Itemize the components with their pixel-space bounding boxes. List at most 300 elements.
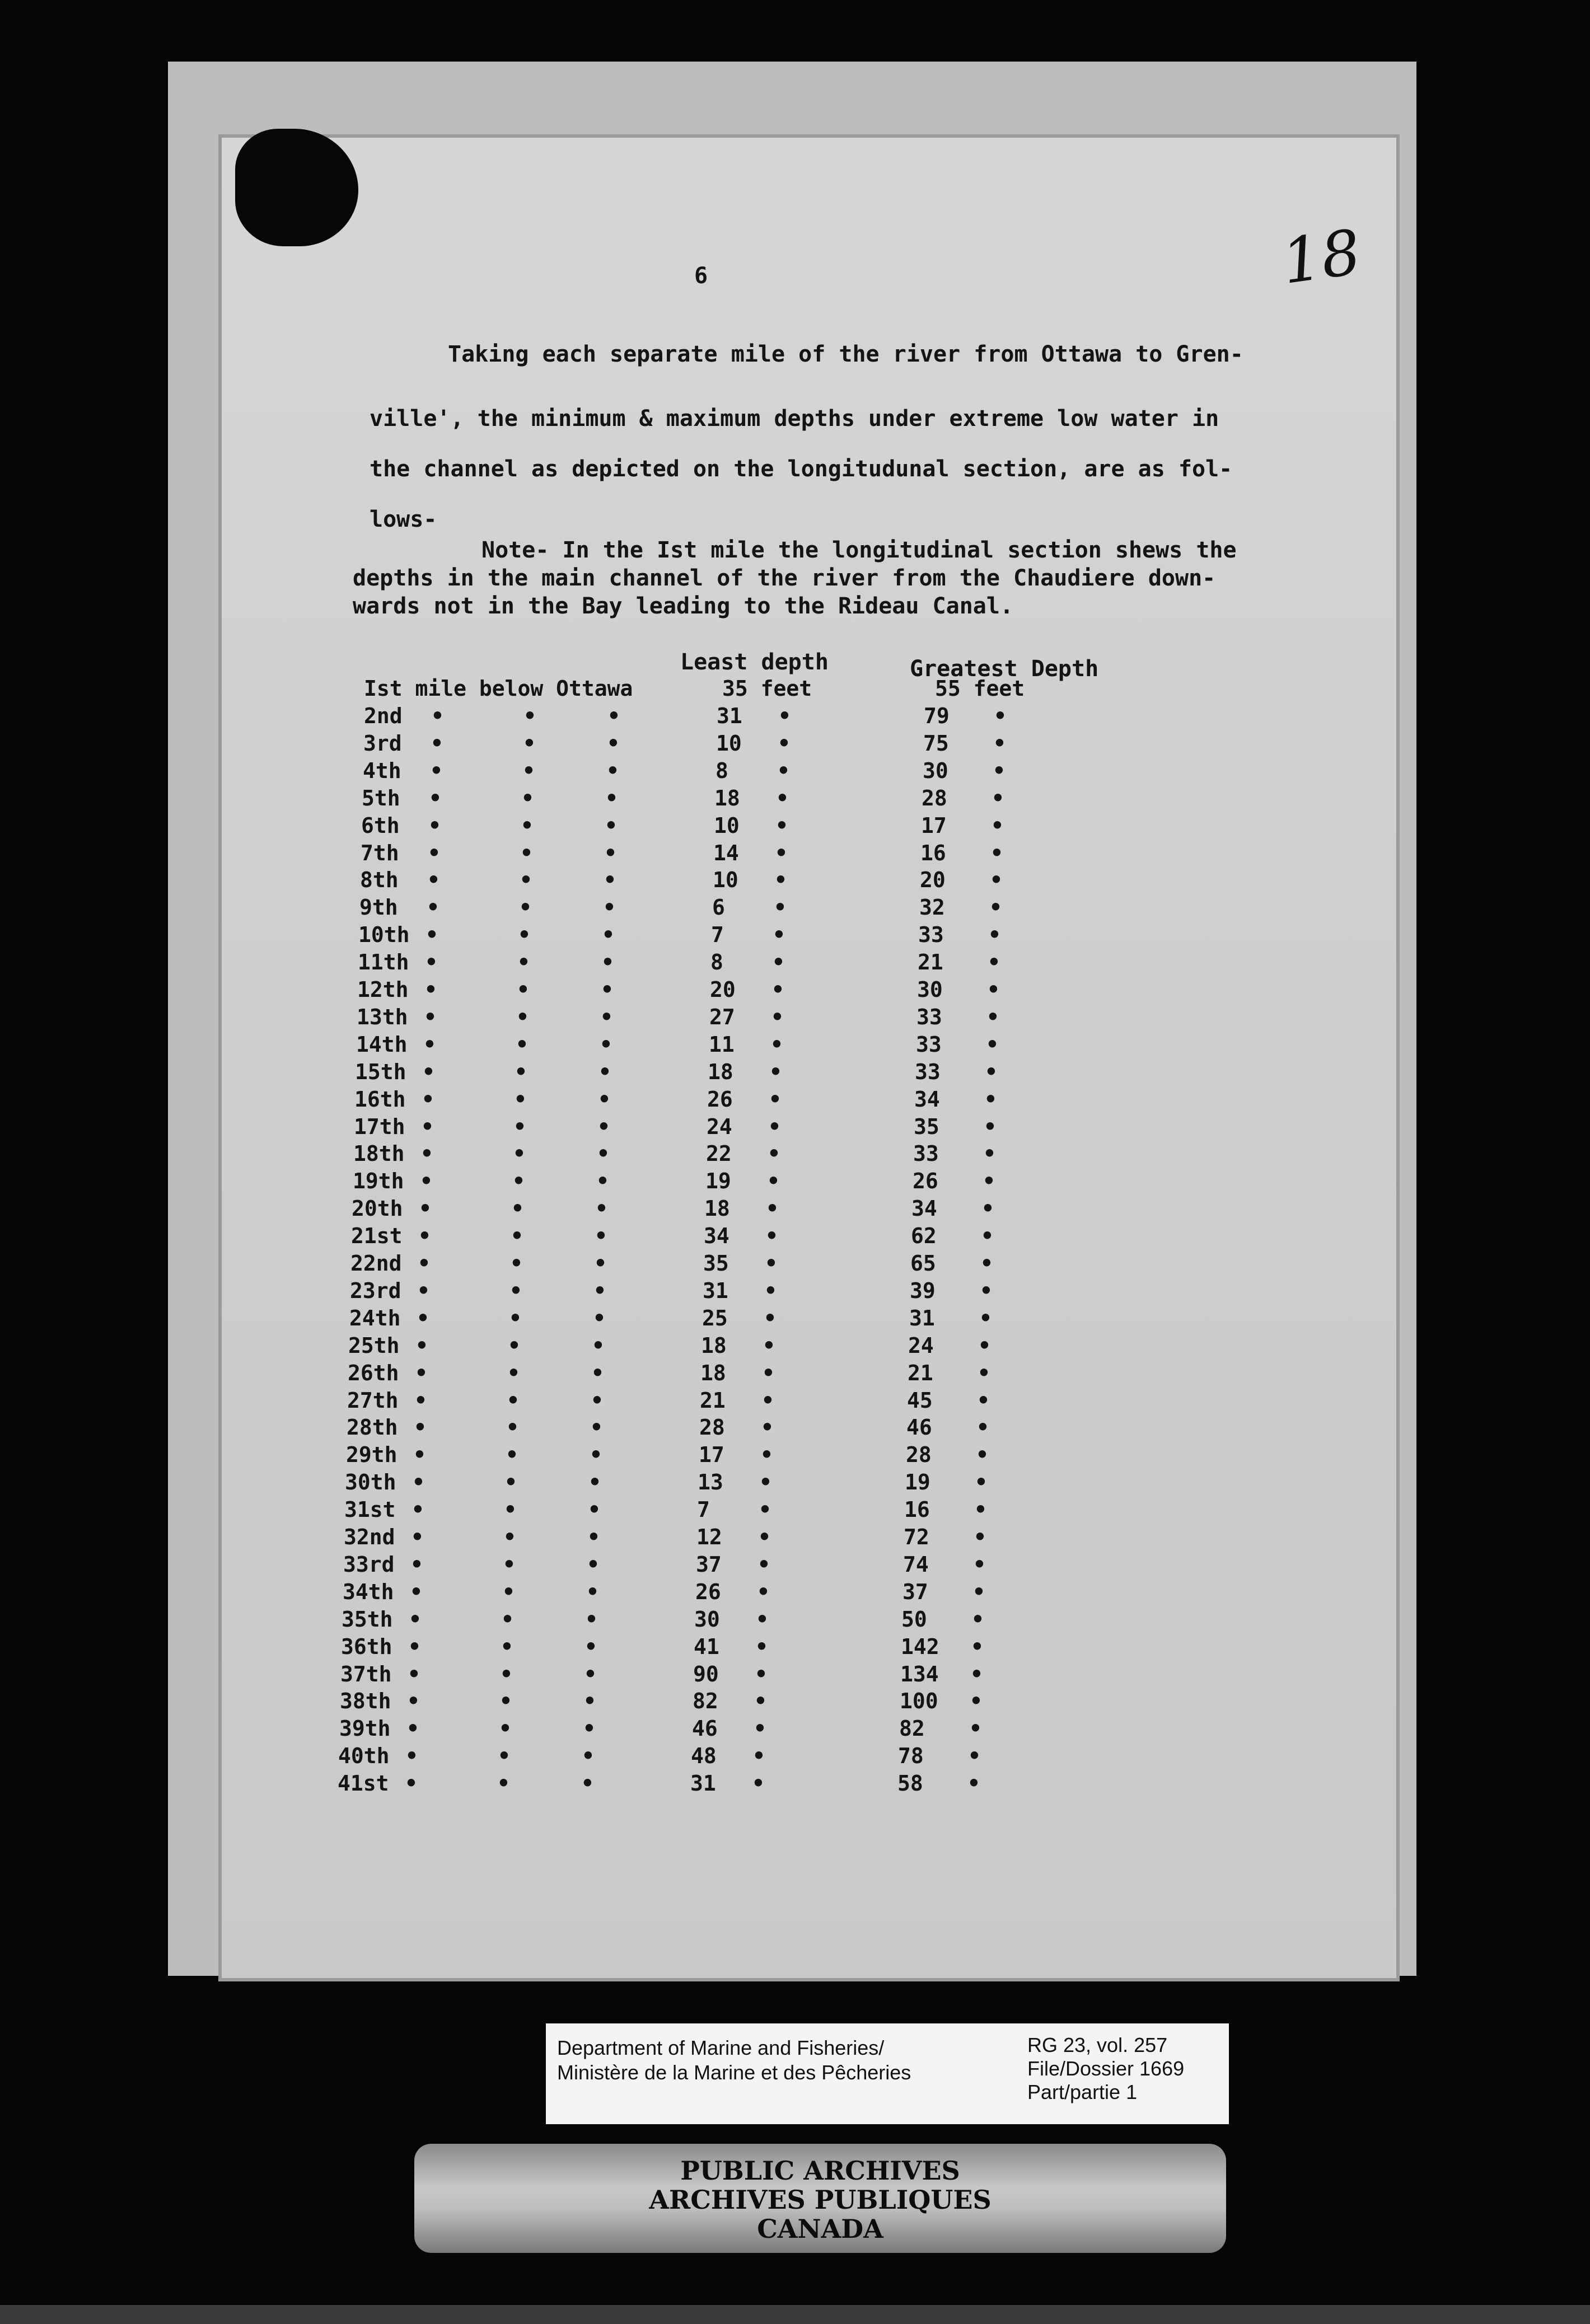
ditto-mark: • <box>419 1196 432 1221</box>
ditto-mark: • <box>598 1087 611 1112</box>
mile-label: 5th <box>362 786 400 810</box>
ditto-mark: • <box>423 1032 436 1057</box>
ditto-mark: • <box>581 1771 594 1796</box>
greatest-depth-value: 39 <box>910 1278 936 1303</box>
least-depth-value: 18 <box>704 1196 730 1221</box>
table-row <box>0 731 1590 758</box>
least-depth-value: 31 <box>717 704 742 728</box>
least-depth-value: 27 <box>709 1005 735 1029</box>
page-number: 6 <box>694 263 708 289</box>
greatest-depth-value: 33 <box>918 922 944 947</box>
ditto-mark: • <box>409 1607 422 1632</box>
ditto-mark: • <box>595 1196 608 1221</box>
least-depth-value: 26 <box>707 1087 733 1112</box>
mile-label: 3rd <box>363 731 402 756</box>
ditto-mark: • <box>408 1662 420 1686</box>
ditto-mark: • <box>971 1607 984 1632</box>
ditto-mark: • <box>583 1716 596 1741</box>
table-row <box>0 1470 1590 1497</box>
ditto-mark: • <box>427 895 439 920</box>
greatest-depth-value: 33 <box>916 1005 942 1029</box>
ditto-mark: • <box>415 1333 428 1358</box>
ditto-mark: • <box>588 1470 601 1494</box>
ditto-mark: • <box>600 1032 612 1057</box>
ditto-mark: • <box>969 1716 982 1741</box>
table-row <box>0 758 1590 786</box>
ditto-mark: • <box>980 1251 993 1276</box>
ditto-mark: • <box>754 1716 766 1741</box>
greatest-depth-value: 24 <box>908 1333 934 1358</box>
least-depth-value: 82 <box>693 1689 718 1713</box>
ditto-mark: • <box>429 786 442 810</box>
ditto-mark: • <box>523 731 536 756</box>
ditto-mark: • <box>974 1497 987 1522</box>
ditto-mark: • <box>778 731 791 756</box>
ditto-mark: • <box>756 1607 769 1632</box>
ditto-mark: • <box>410 1552 423 1577</box>
ditto-mark: • <box>405 1744 418 1768</box>
ditto-mark: • <box>591 1361 604 1385</box>
ditto-mark: • <box>759 1470 772 1494</box>
greatest-depth-value: 16 <box>904 1497 930 1522</box>
stamp-line: CANADA <box>757 2214 883 2244</box>
mile-label: 10th <box>358 922 410 947</box>
ditto-mark: • <box>766 1196 779 1221</box>
folio-number: 18 <box>1277 215 1365 298</box>
ditto-mark: • <box>983 1169 995 1193</box>
ditto-mark: • <box>510 1251 523 1276</box>
ditto-mark: • <box>755 1662 768 1686</box>
greatest-depth-value: 65 <box>910 1251 936 1276</box>
ditto-mark: • <box>604 868 616 892</box>
ditto-mark: • <box>774 895 787 920</box>
greatest-depth-value: 17 <box>921 813 947 838</box>
ditto-mark: • <box>517 950 530 974</box>
least-depth-value: 10 <box>714 813 740 838</box>
ditto-mark: • <box>519 895 532 920</box>
ditto-mark: • <box>593 1306 606 1330</box>
ditto-mark: • <box>586 1580 599 1604</box>
ditto-mark: • <box>606 758 619 783</box>
table-row <box>0 1169 1590 1196</box>
mile-label: 2nd <box>364 704 403 728</box>
ditto-mark: • <box>422 1087 434 1112</box>
least-depth-value: 7 <box>711 922 724 947</box>
ditto-mark: • <box>508 1333 521 1358</box>
ditto-mark: • <box>590 1415 603 1440</box>
ditto-mark: • <box>592 1333 605 1358</box>
paragraph-line: the channel as depicted on the longitudunal section, are as fol- <box>370 456 1233 482</box>
greatest-depth-value: 79 <box>924 704 950 728</box>
ditto-mark: • <box>521 813 534 838</box>
ditto-mark: • <box>420 1141 433 1166</box>
least-depth-value: 48 <box>691 1744 717 1768</box>
ditto-mark: • <box>417 1278 430 1303</box>
least-depth-value: 37 <box>696 1552 722 1577</box>
ditto-mark: • <box>758 1525 771 1549</box>
ditto-mark: • <box>514 1087 527 1112</box>
ditto-mark: • <box>601 977 614 1002</box>
ditto-mark: • <box>776 786 789 810</box>
ditto-mark: • <box>778 704 791 728</box>
mile-label: 16th <box>354 1087 406 1112</box>
mile-label: 40th <box>338 1744 390 1768</box>
table-row <box>0 1224 1590 1251</box>
ditto-mark: • <box>523 704 536 728</box>
ditto-mark: • <box>989 895 1002 920</box>
least-depth-value: 34 <box>704 1224 729 1248</box>
greatest-depth-value: 74 <box>903 1552 929 1577</box>
greatest-depth-value: 35 <box>914 1114 939 1139</box>
mile-label: 28th <box>347 1415 398 1440</box>
greatest-depth-value: 62 <box>911 1224 937 1248</box>
mile-label: 12th <box>357 977 409 1002</box>
table-row <box>0 1744 1590 1771</box>
mile-label: 13th <box>357 1005 408 1029</box>
mile-label: 8th <box>360 868 399 892</box>
ditto-mark: • <box>769 1060 782 1084</box>
greatest-depth-value: 33 <box>913 1141 939 1166</box>
ditto-mark: • <box>763 1333 775 1358</box>
table-row <box>0 1333 1590 1361</box>
greatest-depth-value: 45 <box>907 1388 933 1413</box>
table-row <box>0 704 1590 731</box>
ditto-mark: • <box>513 1114 526 1139</box>
least-depth-value: 31 <box>690 1771 716 1796</box>
ditto-mark: • <box>991 813 1004 838</box>
ditto-mark: • <box>504 1470 517 1494</box>
ditto-mark: • <box>983 1141 996 1166</box>
ditto-mark: • <box>605 786 618 810</box>
ditto-mark: • <box>507 1388 520 1413</box>
ditto-mark: • <box>973 1552 986 1577</box>
table-row <box>0 1361 1590 1388</box>
table-row <box>0 1060 1590 1087</box>
ditto-mark: • <box>775 841 788 865</box>
ditto-mark: • <box>757 1580 770 1604</box>
mile-label: 22nd <box>350 1251 402 1276</box>
ditto-mark: • <box>415 1361 428 1385</box>
stamp-line: PUBLIC ARCHIVES <box>680 2156 960 2186</box>
greatest-depth-value: 134 <box>900 1662 939 1686</box>
greatest-depth-value: 33 <box>915 1060 941 1084</box>
table-row <box>0 1278 1590 1306</box>
greatest-depth-value: 21 <box>918 950 943 974</box>
ditto-mark: • <box>752 1771 765 1796</box>
least-depth-value: 18 <box>708 1060 733 1084</box>
table-row <box>0 1552 1590 1580</box>
table-row <box>0 1415 1590 1442</box>
greatest-depth-value: 31 <box>909 1306 935 1330</box>
table-row <box>0 1442 1590 1470</box>
table-row <box>0 1497 1590 1525</box>
ditto-mark: • <box>976 1442 989 1467</box>
table-row <box>0 813 1590 841</box>
least-depth-value: 21 <box>700 1388 726 1413</box>
least-depth-header: Least depth <box>680 649 829 675</box>
ditto-mark: • <box>522 758 535 783</box>
ditto-mark: • <box>503 1525 516 1549</box>
mile-label: 19th <box>353 1169 404 1193</box>
mile-label: 33rd <box>343 1552 395 1577</box>
ditto-mark: • <box>978 1361 990 1385</box>
ditto-mark: • <box>968 1744 981 1768</box>
least-depth-value: 30 <box>694 1607 720 1632</box>
mile-label: 32nd <box>344 1525 395 1549</box>
ditto-mark: • <box>980 1278 993 1303</box>
ditto-mark: • <box>768 1141 780 1166</box>
ditto-mark: • <box>981 1224 994 1248</box>
table-row <box>0 1251 1590 1278</box>
ditto-mark: • <box>406 1716 419 1741</box>
paragraph-line: lows- <box>370 507 437 532</box>
ditto-mark: • <box>509 1278 522 1303</box>
note-line: depths in the main channel of the river from the Chaudiere down- <box>353 565 1216 591</box>
ditto-mark: • <box>515 1060 527 1084</box>
ditto-mark: • <box>412 1470 425 1494</box>
ditto-mark: • <box>992 786 1004 810</box>
ditto-mark: • <box>771 977 784 1002</box>
ditto-mark: • <box>518 922 531 947</box>
table-row <box>0 1525 1590 1552</box>
mile-label: 25th <box>348 1333 400 1358</box>
mile-label: 23rd <box>350 1278 401 1303</box>
least-depth-value: 18 <box>700 1361 726 1385</box>
label-file: File/Dossier 1669 <box>1027 2057 1185 2080</box>
greatest-depth-value: 16 <box>920 841 946 865</box>
ditto-mark: • <box>431 704 444 728</box>
label-department-en: Department of Marine and Fisheries/ <box>557 2036 885 2059</box>
ditto-mark: • <box>970 1689 983 1713</box>
ditto-mark: • <box>771 1005 784 1029</box>
ditto-mark: • <box>979 1306 992 1330</box>
mile-label: 4th <box>363 758 401 783</box>
mile-label: 21st <box>351 1224 403 1248</box>
mile-label: 6th <box>361 813 400 838</box>
least-depth-value: 10 <box>713 868 738 892</box>
ditto-mark: • <box>411 1497 424 1522</box>
least-depth-value: 46 <box>692 1716 718 1741</box>
ditto-mark: • <box>777 758 790 783</box>
ditto-mark: • <box>411 1525 424 1549</box>
ditto-mark: • <box>520 868 532 892</box>
table-row <box>0 841 1590 868</box>
table-row <box>0 977 1590 1005</box>
mile-label: 35th <box>342 1607 393 1632</box>
ditto-mark: • <box>768 1114 781 1139</box>
ditto-mark: • <box>427 868 440 892</box>
ditto-mark: • <box>603 895 616 920</box>
ditto-mark: • <box>967 1771 980 1796</box>
least-depth-value: 41 <box>694 1634 719 1659</box>
table-row <box>0 895 1590 922</box>
ditto-mark: • <box>516 1032 529 1057</box>
table-row <box>0 1634 1590 1662</box>
ditto-mark: • <box>601 950 614 974</box>
ditto-mark: • <box>988 950 1000 974</box>
ditto-mark: • <box>764 1306 777 1330</box>
mile-label: 15th <box>355 1060 406 1084</box>
mile-label: 18th <box>353 1141 405 1166</box>
ditto-mark: • <box>500 1662 513 1686</box>
least-depth-value: 35 feet <box>722 676 812 701</box>
least-depth-value: 14 <box>713 841 739 865</box>
greatest-depth-value: 55 feet <box>935 676 1025 701</box>
ditto-mark: • <box>764 1278 777 1303</box>
ditto-mark: • <box>425 950 438 974</box>
ditto-mark: • <box>970 1662 983 1686</box>
note-line: wards not in the Bay leading to the Rideau Canal. <box>353 593 1014 619</box>
ditto-mark: • <box>499 1689 512 1713</box>
ditto-mark: • <box>509 1306 522 1330</box>
mile-label: Ist mile below Ottawa <box>364 676 633 701</box>
least-depth-value: 90 <box>693 1662 719 1686</box>
ditto-mark: • <box>596 1169 609 1193</box>
ditto-mark: • <box>769 1087 782 1112</box>
mile-label: 31st <box>344 1497 396 1522</box>
ditto-mark: • <box>752 1744 765 1768</box>
least-depth-value: 22 <box>706 1141 732 1166</box>
film-edge <box>0 2305 1590 2324</box>
ditto-mark: • <box>504 1497 517 1522</box>
greatest-depth-value: 28 <box>906 1442 932 1467</box>
archives-stamp <box>414 2144 1226 2253</box>
ditto-mark: • <box>774 868 787 892</box>
ditto-mark: • <box>986 1032 999 1057</box>
least-depth-value: 7 <box>697 1497 710 1522</box>
table-row <box>0 1607 1590 1634</box>
greatest-depth-value: 33 <box>916 1032 942 1057</box>
ditto-mark: • <box>512 1169 525 1193</box>
ditto-mark: • <box>517 977 530 1002</box>
ditto-mark: • <box>417 1306 429 1330</box>
ditto-mark: • <box>410 1580 423 1604</box>
mile-label: 39th <box>339 1716 391 1741</box>
least-depth-value: 25 <box>702 1306 728 1330</box>
ditto-mark: • <box>420 1169 433 1193</box>
ditto-mark: • <box>604 841 617 865</box>
mile-label: 11th <box>358 950 409 974</box>
greatest-depth-value: 46 <box>906 1415 932 1440</box>
greatest-depth-value: 58 <box>897 1771 923 1796</box>
greatest-depth-value: 100 <box>900 1689 938 1713</box>
greatest-depth-value: 50 <box>901 1607 927 1632</box>
ditto-mark: • <box>498 1744 511 1768</box>
ditto-mark: • <box>408 1634 421 1659</box>
ditto-mark: • <box>765 1224 778 1248</box>
stamp-line: ARCHIVES PUBLIQUES <box>649 2185 992 2215</box>
least-depth-value: 10 <box>716 731 742 756</box>
ditto-mark: • <box>584 1662 597 1686</box>
mile-label: 24th <box>349 1306 401 1330</box>
table-row <box>0 1662 1590 1689</box>
least-depth-value: 12 <box>696 1525 722 1549</box>
ditto-mark: • <box>595 1224 607 1248</box>
ditto-mark: • <box>499 1716 512 1741</box>
least-depth-value: 8 <box>716 758 728 783</box>
table-row <box>0 1196 1590 1224</box>
greatest-depth-value: 30 <box>917 977 943 1002</box>
ditto-mark: • <box>762 1361 775 1385</box>
least-depth-value: 18 <box>701 1333 727 1358</box>
greatest-depth-value: 30 <box>923 758 948 783</box>
ditto-mark: • <box>990 868 1003 892</box>
least-depth-value: 11 <box>709 1032 735 1057</box>
mile-label: 27th <box>347 1388 399 1413</box>
table-row <box>0 1087 1590 1114</box>
ditto-mark: • <box>975 1470 988 1494</box>
ditto-mark: • <box>520 841 533 865</box>
ditto-mark: • <box>405 1771 418 1796</box>
table-row <box>0 1580 1590 1607</box>
ditto-mark: • <box>414 1388 427 1413</box>
ditto-mark: • <box>594 1251 607 1276</box>
least-depth-value: 20 <box>710 977 736 1002</box>
ditto-mark: • <box>986 1005 999 1029</box>
greatest-depth-value: 20 <box>920 868 946 892</box>
greatest-depth-value: 78 <box>898 1744 924 1768</box>
archive-label <box>546 2023 1229 2124</box>
greatest-depth-value: 142 <box>901 1634 939 1659</box>
ditto-mark: • <box>972 1580 985 1604</box>
ditto-mark: • <box>418 1251 431 1276</box>
ditto-mark: • <box>600 1005 613 1029</box>
mile-label: 17th <box>354 1114 405 1139</box>
note-line: Note- In the Ist mile the longitudinal section shews the <box>481 537 1237 563</box>
ditto-mark: • <box>582 1744 595 1768</box>
ditto-mark: • <box>754 1689 767 1713</box>
mile-label: 7th <box>361 841 399 865</box>
mile-label: 36th <box>341 1634 392 1659</box>
ditto-mark: • <box>977 1388 990 1413</box>
ditto-mark: • <box>501 1607 514 1632</box>
ditto-mark: • <box>984 1114 997 1139</box>
table-row <box>0 1114 1590 1142</box>
ditto-mark: • <box>755 1634 768 1659</box>
ditto-mark: • <box>516 1005 529 1029</box>
ditto-mark: • <box>976 1415 989 1440</box>
ditto-mark: • <box>593 1278 606 1303</box>
ditto-mark: • <box>607 704 620 728</box>
ditto-mark: • <box>431 731 443 756</box>
ditto-mark: • <box>993 731 1006 756</box>
table-row <box>0 1141 1590 1169</box>
ditto-mark: • <box>430 758 443 783</box>
ditto-mark: • <box>767 1169 780 1193</box>
ditto-mark: • <box>584 1634 597 1659</box>
table-row <box>0 950 1590 977</box>
ditto-mark: • <box>607 731 620 756</box>
label-part: Part/partie 1 <box>1027 2081 1138 2103</box>
table-row <box>0 922 1590 950</box>
ditto-mark: • <box>424 977 437 1002</box>
greatest-depth-value: 75 <box>923 731 949 756</box>
ditto-mark: • <box>587 1552 600 1577</box>
ditto-mark: • <box>424 1005 437 1029</box>
ditto-mark: • <box>765 1251 778 1276</box>
mile-label: 30th <box>345 1470 396 1494</box>
ditto-mark: • <box>497 1771 510 1796</box>
label-department-fr: Ministère de la Marine et des Pêcheries <box>557 2061 911 2084</box>
ditto-mark: • <box>981 1196 994 1221</box>
ditto-mark: • <box>511 1196 524 1221</box>
ditto-mark: • <box>418 1224 431 1248</box>
label-record-group: RG 23, vol. 257 <box>1027 2034 1168 2056</box>
ditto-mark: • <box>987 977 1000 1002</box>
greatest-depth-value: 72 <box>904 1525 929 1549</box>
mile-label: 37th <box>340 1662 392 1686</box>
ditto-mark: • <box>503 1552 516 1577</box>
